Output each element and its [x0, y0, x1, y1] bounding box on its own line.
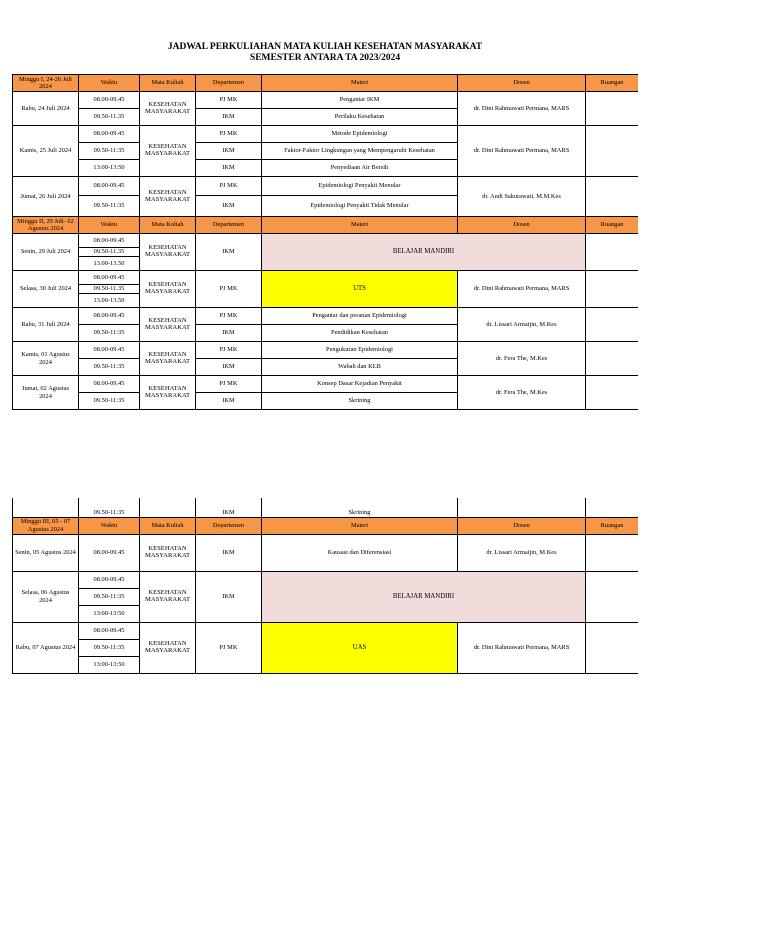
day-cell: Rabu, 24 Juli 2024: [13, 92, 79, 126]
dept-cell: IKM: [196, 498, 262, 517]
materi-cell: Faktor-Faktor Lingkungan yang Mempengaruhi Kesehatan: [262, 143, 458, 160]
ruangan-cell: [586, 342, 639, 376]
time-cell: 13:00-13:50: [79, 656, 140, 673]
time-cell: 08.00-09.45: [79, 534, 140, 571]
time-cell: 09.50-11:35: [79, 393, 140, 410]
dept-cell: IKM: [196, 359, 262, 376]
header-ruangan: Ruangan: [586, 517, 639, 534]
table-row: [13, 177, 639, 196]
table-row: [13, 308, 639, 325]
time-cell: 09.50-11:35: [79, 498, 140, 517]
time-cell: 08.00-09.45: [79, 234, 140, 248]
time-cell: 08.00-09.45: [79, 177, 140, 196]
header-waktu: Waktu: [79, 75, 140, 92]
day-cell: Selasa, 30 Juli 2024: [13, 271, 79, 308]
table-row: [13, 126, 639, 143]
materi-cell: BELAJAR MANDIRI: [262, 234, 586, 271]
week-header-row: [13, 517, 639, 534]
table-row: [13, 498, 639, 517]
dosen-cell: dr. Dini Rahmawati Permana, MARS: [458, 126, 586, 177]
time-cell: 09.50-11:35: [79, 325, 140, 342]
course-cell: KESEHATAN MASYARAKAT: [140, 234, 196, 271]
table-row: [13, 234, 639, 248]
header-waktu: Waktu: [79, 217, 140, 234]
dept-cell: PJ MK: [196, 308, 262, 325]
time-cell: 08.00-09.45: [79, 622, 140, 639]
ruangan-cell: [586, 376, 639, 410]
dept-cell: PJ MK: [196, 622, 262, 673]
materi-cell: UAS: [262, 622, 458, 673]
dept-cell: PJ MK: [196, 342, 262, 359]
week-label: Minggu II, 29 Juli- 02 Agustus 2024: [13, 217, 79, 234]
dept-cell: IKM: [196, 234, 262, 271]
header-materi: Materi: [262, 217, 458, 234]
time-cell: 08.00-09.45: [79, 308, 140, 325]
time-cell: 08.00-09.45: [79, 126, 140, 143]
dosen-cell: dr. Lissari Armaijin, M.Kes: [458, 308, 586, 342]
dept-cell: IKM: [196, 160, 262, 177]
header-dosen: Dosen: [458, 75, 586, 92]
materi-cell: Pendidikan Kesehatan: [262, 325, 458, 342]
materi-cell: UTS: [262, 271, 458, 308]
dept-cell: PJ MK: [196, 271, 262, 308]
day-cell: Jumat, 02 Agustus 2024: [13, 376, 79, 410]
dept-cell: IKM: [196, 143, 262, 160]
dosen-cell: dr. Andi Sakurawati, M.M.Kes: [458, 177, 586, 217]
course-cell: KESEHATAN MASYARAKAT: [140, 342, 196, 376]
time-cell: 09.50-11:35: [79, 196, 140, 217]
materi-cell: BELAJAR MANDIRI: [262, 571, 586, 622]
dosen-cell: dr. Dini Rahmawati Permana, MARS: [458, 271, 586, 308]
materi-cell: Skrining: [262, 498, 458, 517]
dept-cell: PJ MK: [196, 177, 262, 196]
dosen-cell: dr. Fera The, M.Kes: [458, 376, 586, 410]
day-cell: Rabu, 31 Juli 2024: [13, 308, 79, 342]
header-materi: Materi: [262, 517, 458, 534]
week-label: Minggu III, 05 - 07 Agustus 2024: [13, 517, 79, 534]
materi-cell: Wabah dan KLB: [262, 359, 458, 376]
time-cell: 13.00-13.50: [79, 294, 140, 308]
materi-cell: Skrining: [262, 393, 458, 410]
day-cell: Senin, 05 Agustus 2024: [13, 534, 79, 571]
dept-cell: PJ MK: [196, 92, 262, 109]
materi-cell: Pengukuran Epidemiologi: [262, 342, 458, 359]
header-ruangan: Ruangan: [586, 75, 639, 92]
dept-cell: IKM: [196, 325, 262, 342]
page-subtitle: SEMESTER ANTARA TA 2023/2024: [249, 53, 401, 63]
schedule-table: [12, 74, 638, 410]
dept-cell: IKM: [196, 534, 262, 571]
table-row: [13, 342, 639, 359]
dept-cell: PJ MK: [196, 126, 262, 143]
materi-cell: Penyediaan Air Bersih: [262, 160, 458, 177]
dosen-cell: dr. Dini Rahmawati Permana, MARS: [458, 622, 586, 673]
time-cell: 09.50-11:35: [79, 639, 140, 656]
course-cell: KESEHATAN MASYARAKAT: [140, 92, 196, 126]
week-label: Minggu I, 24-26 Juli 2024: [13, 75, 79, 92]
ruangan-cell: [586, 271, 639, 308]
course-cell: KESEHATAN MASYARAKAT: [140, 534, 196, 571]
course-cell: KESEHATAN MASYARAKAT: [140, 308, 196, 342]
dept-cell: IKM: [196, 571, 262, 622]
header-dosen: Dosen: [458, 517, 586, 534]
ruangan-cell: [586, 234, 639, 271]
materi-cell: Kausasi dan Diferensiasi: [262, 534, 458, 571]
day-cell: Kamis, 01 Agustus 2024: [13, 342, 79, 376]
header-departemen: Departemen: [196, 517, 262, 534]
header-ruangan: Ruangan: [586, 217, 639, 234]
time-cell: 13:00-13:50: [79, 605, 140, 622]
day-cell: Rabu, 07 Agustus 2024: [13, 622, 79, 673]
dept-cell: IKM: [196, 393, 262, 410]
header-waktu: Waktu: [79, 517, 140, 534]
day-cell: Senin, 29 Juli 2024: [13, 234, 79, 271]
schedule-part-2: [12, 498, 638, 676]
header-dosen: Dosen: [458, 217, 586, 234]
materi-cell: Konsep Dasar Kejadian Penyakit: [262, 376, 458, 393]
course-cell: KESEHATAN MASYARAKAT: [140, 376, 196, 410]
table-row: [13, 534, 639, 571]
day-cell: Kamis, 25 Juli 2024: [13, 126, 79, 177]
materi-cell: Epidemiologi Penyakit Menular: [262, 177, 458, 196]
ruangan-cell: [586, 534, 639, 571]
dosen-cell: dr. Dini Rahmawati Permana, MARS: [458, 92, 586, 126]
ruangan-cell: [586, 498, 639, 517]
table-row: [13, 622, 639, 639]
time-cell: 09.50-11:35: [79, 143, 140, 160]
time-cell: 08.00-09.45: [79, 271, 140, 285]
dosen-cell: [458, 498, 586, 517]
materi-cell: Pengantar dan peranan Epidemiologi: [262, 308, 458, 325]
time-cell: 08.00-09.45: [79, 92, 140, 109]
ruangan-cell: [586, 177, 639, 217]
ruangan-cell: [586, 622, 639, 673]
time-cell: 08.00-09.45: [79, 342, 140, 359]
materi-cell: Metode Epidemiologi: [262, 126, 458, 143]
week-header-row: [13, 217, 639, 234]
day-cell: [13, 498, 79, 517]
time-cell: 13:00-13:50: [79, 160, 140, 177]
day-cell: Jumat, 26 Juli 2024: [13, 177, 79, 217]
materi-cell: Pengantar IKM: [262, 92, 458, 109]
header-materi: Materi: [262, 75, 458, 92]
ruangan-cell: [586, 571, 639, 622]
materi-cell: Perilaku Kesehatan: [262, 109, 458, 126]
day-cell: Selasa, 06 Agustus 2024: [13, 571, 79, 622]
table-row: [13, 571, 639, 588]
time-cell: 08.00-09.45: [79, 376, 140, 393]
time-cell: 09.50-11:35: [79, 359, 140, 376]
ruangan-cell: [586, 126, 639, 177]
week-header-row: [13, 75, 639, 92]
header-mata-kuliah: Mata Kuliah: [140, 517, 196, 534]
course-cell: KESEHATAN MASYARAKAT: [140, 622, 196, 673]
ruangan-cell: [586, 92, 639, 126]
course-cell: KESEHATAN MASYARAKAT: [140, 126, 196, 177]
table-row: [13, 271, 639, 285]
dept-cell: IKM: [196, 196, 262, 217]
materi-cell: Epidemiologi Penyakit Tidak Menular: [262, 196, 458, 217]
course-cell: KESEHATAN MASYARAKAT: [140, 177, 196, 217]
time-cell: 09.50-11:35: [79, 588, 140, 605]
schedule-table-continued: [12, 498, 638, 674]
dosen-cell: dr. Fera The, M.Kes: [458, 342, 586, 376]
page-title: JADWAL PERKULIAHAN MATA KULIAH KESEHATAN MASYARAKAT: [167, 42, 483, 52]
time-cell: 08.00-09.45: [79, 571, 140, 588]
course-cell: [140, 498, 196, 517]
header-departemen: Departemen: [196, 75, 262, 92]
time-cell: 09.50-11.35: [79, 248, 140, 257]
dept-cell: IKM: [196, 109, 262, 126]
time-cell: 09.50-11.35: [79, 109, 140, 126]
ruangan-cell: [586, 308, 639, 342]
time-cell: 09.50-11.35: [79, 285, 140, 294]
course-cell: KESEHATAN MASYARAKAT: [140, 271, 196, 308]
table-row: [13, 92, 639, 109]
header-departemen: Departemen: [196, 217, 262, 234]
dosen-cell: dr. Lissari Armaijin, M.Kes: [458, 534, 586, 571]
course-cell: KESEHATAN MASYARAKAT: [140, 571, 196, 622]
header-mata-kuliah: Mata Kuliah: [140, 75, 196, 92]
dept-cell: PJ MK: [196, 376, 262, 393]
time-cell: 13.00-13.50: [79, 257, 140, 271]
schedule-part-1: [12, 74, 638, 424]
header-mata-kuliah: Mata Kuliah: [140, 217, 196, 234]
table-row: [13, 376, 639, 393]
